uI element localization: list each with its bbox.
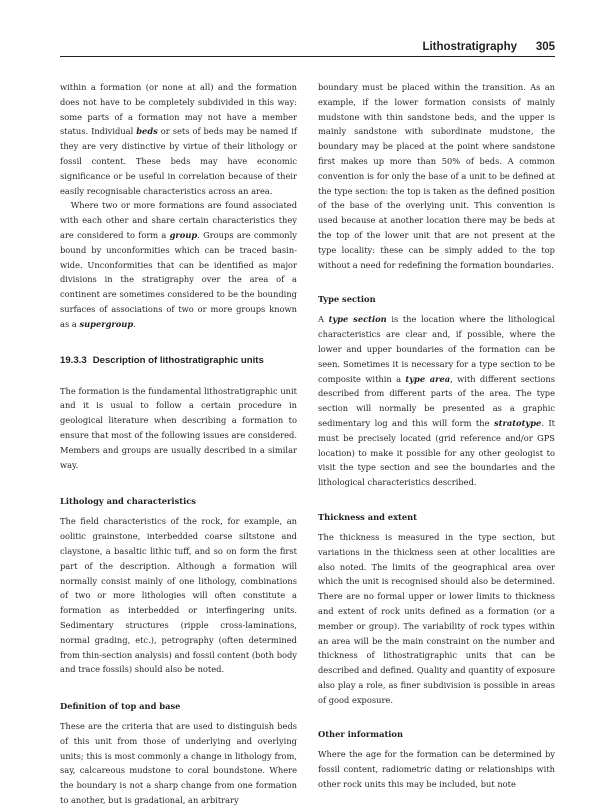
section-title: Description of lithostratigraphic units	[92, 354, 264, 366]
term-beds: beds	[136, 126, 158, 137]
subheading-type-section: Type section	[318, 294, 376, 305]
paragraph-member-beds: within a formation (or none at all) and the formation does not have to be completely subdivided in this way: some parts of a formation may not have a member status. Individual beds or sets of beds may be named if they are very distinctive by virtue of their lithology or fossil content. These beds may have economic significance or be useful in correlation because of their easily recognisable characteristics across an area.	[60, 82, 297, 196]
paragraph-formation-intro: The formation is the fundamental lithostratigraphic unit and it is usual to follow a certain procedure in geological literature when describing a formation to ensure that most of the following issues are considered. Members and groups are usually described in a similar way.	[60, 385, 297, 470]
term-group: group	[169, 229, 198, 240]
right-column	[318, 80, 555, 792]
subheading-lithology: Lithology and characteristics	[60, 496, 196, 507]
subheading-thickness: Thickness and extent	[318, 511, 417, 522]
subheading-other: Other information	[318, 729, 403, 740]
section-heading	[60, 354, 297, 368]
header-rule	[60, 56, 555, 57]
running-title: Lithostratigraphy	[422, 41, 517, 53]
paragraph-definition: These are the criteria that are used to distinguish beds of this unit from those of underlying and overlying units; this is most commonly a change in lithology from, say, calcareous mudstone to coral boundstone. Where the boundary is not a sharp change from one formation to another, but is gradational, an arbitrary	[60, 721, 297, 806]
term-stratotype: stratotype	[493, 417, 542, 428]
paragraph-type-section: A type section is the location where the lithological characteristics are clear and, if possible, where the lower and upper boundaries of the formation can be seen. Sometimes it is necessary for a type section to be composite within a type area, with different sections described from different parts of the area. The type section will normally be presented as a graphic sedimentary log and this will form the stratotype. It must be precisely located (grid reference and/or GPS location) to make it possible for any other geologist to visit the type section and see the boundaries and the lithological characteristics described.	[318, 314, 555, 488]
subheading-definition: Definition of top and base	[60, 701, 181, 712]
paragraph-lithology: The field characteristics of the rock, for example, an oolitic grainstone, interbedded coarse siltstone and claystone, a basaltic lithic tuff, and so on form the first part of the description. Although a formation will normally consist mainly of one lithology, combinations of two or more lithologies will often constitute a formation as interbedded or interfingering units. Sedimentary structures (ripple cross-laminations, normal grading, etc.), petrography (often determined from thin-section analysis) and fossil content (both body and trace fossils) should also be noted.	[60, 516, 297, 675]
paragraph-thickness: The thickness is measured in the type section, but variations in the thickness seen at other localities are also noted. The limits of the geographical area over which the unit is recognised should also be determined. There are no formal upper or lower limits to thickness and extent of rock units defined as a formation (or a member or group). The variability of rock types within an area will be the main constraint on the number and thickness of lithostratigraphic units that can be described and defined. Quality and quantity of exposure also play a role, as finer subdivision is possible in areas of good exposure.	[318, 531, 555, 705]
section-number: 19.3.3	[60, 354, 87, 366]
paragraph-group: Where two or more formations are found associated with each other and share certain characteristics they are considered to form a group. Groups are commonly bound by unconformities which can be traced basin-wide. Unconformities that can be identified as major divisions in the stratigraphy over the area of a continent are sometimes considered to be the bounding surfaces of associations of two or more groups known as a supergroup.	[60, 200, 297, 329]
left-column	[60, 80, 297, 808]
term-type-area: type area	[405, 373, 451, 384]
paragraph-boundary: boundary must be placed within the transition. As an example, if the lower formation consists of mainly mudstone with thin sandstone beds, and the upper is mainly sandstone with subordinate mudstone, the boundary may be placed at the point where sandstone first makes up more than 50% of beds. A common convention is for only the base of a unit to be defined at the type section: the top is taken as the defined position of the base of the overlying unit. This convention is used because at another location there may be beds at the top of the lower unit that are not present at the type locality: these can be simply added to the top without a need for redefining the formation boundaries.	[318, 82, 555, 270]
page-number: 305	[535, 41, 555, 53]
paragraph-other: Where the age for the formation can be determined by fossil content, radiometric dating or relationships with other rock units this may be included, but note	[318, 749, 555, 790]
term-supergroup: supergroup	[79, 318, 134, 329]
term-type-section: type section	[328, 314, 387, 325]
